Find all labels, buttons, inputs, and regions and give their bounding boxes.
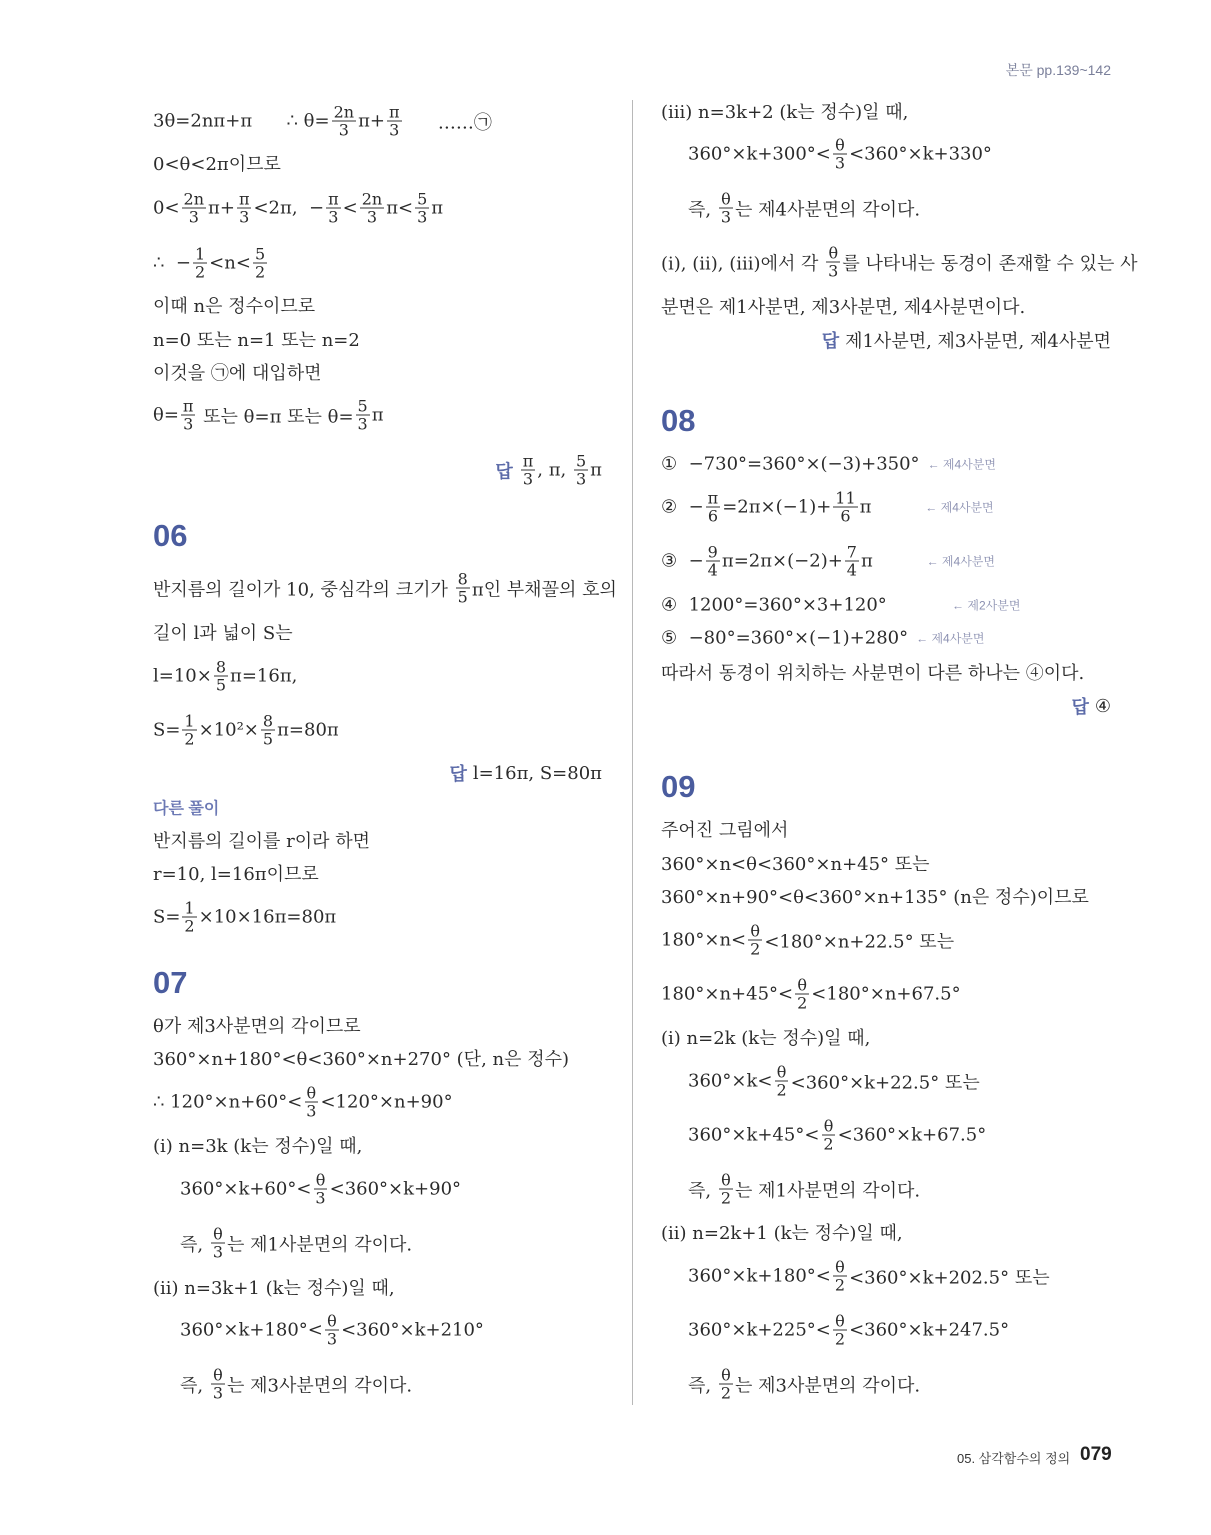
fraction-denominator: 2	[834, 1275, 846, 1295]
fraction-denominator: 2	[184, 916, 195, 936]
fraction-denominator: 2	[834, 1329, 846, 1349]
fraction	[845, 544, 859, 579]
fraction	[833, 490, 857, 525]
math-text: ③ −	[661, 550, 704, 572]
quadrant-note: ← 제4사분면	[916, 631, 985, 646]
quadrant-note: ← 제4사분면	[925, 500, 994, 515]
fraction	[795, 977, 809, 1012]
math-text: <180°×n+22.5° 또는	[764, 931, 955, 952]
solution-line	[661, 595, 1020, 616]
fraction-numerator: 11	[835, 488, 856, 508]
math-text: 반지름의 길이를 r이라 하면	[153, 831, 371, 852]
math-text: <360°×k+247.5°	[849, 1319, 1010, 1341]
fraction-denominator: 2	[194, 262, 206, 282]
math-text: π인 부채꼴의 호의	[471, 579, 617, 600]
solution-line	[661, 883, 1089, 909]
math-text: 는 제1사분면의 각이다.	[227, 1234, 413, 1255]
math-text: ×10²×	[198, 719, 259, 741]
math-text: <2π, −	[253, 197, 325, 219]
fraction-denominator: 3	[366, 207, 378, 227]
solution-line	[153, 860, 319, 886]
math-text: =2π×(−1)+	[722, 496, 832, 518]
fraction-denominator: 3	[338, 120, 349, 140]
math-text: 는 제3사분면의 각이다.	[227, 1375, 413, 1396]
fraction-denominator: 3	[326, 1329, 338, 1349]
solution-line	[153, 900, 336, 935]
solution-line	[153, 1132, 362, 1158]
problem-number	[661, 769, 695, 805]
problem-number	[153, 965, 187, 1001]
solution-line	[688, 137, 992, 172]
math-text: 0<θ<2π이므로	[153, 154, 281, 175]
fraction-denominator: 3	[389, 120, 400, 140]
solution-line	[688, 1367, 920, 1402]
alternative-solution-label	[153, 796, 219, 819]
fraction-numerator: θ	[835, 135, 845, 155]
fraction-numerator: θ	[835, 1311, 845, 1331]
solution-line	[180, 1226, 412, 1261]
solution-line	[661, 544, 995, 579]
solution-line	[153, 713, 339, 748]
fraction-denominator: 2	[750, 939, 761, 959]
page-reference: 본문 pp.139~142	[1005, 62, 1111, 78]
math-text: S=	[153, 719, 181, 741]
fraction-numerator: θ	[213, 1224, 223, 1244]
fraction-numerator: π	[328, 189, 339, 209]
math-text: π<	[386, 197, 414, 219]
math-text: 제1사분면, 제3사분면, 제4사분면	[845, 331, 1111, 352]
fraction-denominator: 5	[457, 587, 468, 607]
solution-line	[153, 326, 360, 352]
math-text: <360°×k+202.5° 또는	[849, 1267, 1050, 1288]
fraction	[193, 246, 207, 281]
fraction	[214, 659, 228, 694]
math-text: π+	[208, 197, 235, 219]
fraction-denominator: 5	[215, 675, 227, 695]
fraction-denominator: 3	[188, 207, 199, 227]
math-text: 즉,	[688, 1180, 717, 1201]
fraction	[360, 191, 384, 226]
quadrant-note: ← 제4사분면	[926, 554, 995, 569]
fraction-denominator: 6	[707, 506, 719, 526]
solution-line	[661, 659, 1084, 685]
math-text: <360°×k+90°	[329, 1178, 462, 1200]
fraction	[313, 1172, 327, 1207]
math-text: 360°×k<	[688, 1070, 773, 1092]
fraction-numerator: θ	[213, 1365, 223, 1385]
solution-line	[688, 191, 920, 226]
fraction	[833, 1313, 847, 1348]
solution-line	[661, 850, 930, 876]
solution-line	[661, 816, 788, 842]
answer-line	[495, 453, 602, 488]
math-text: π	[859, 496, 918, 518]
math-text: π=80π	[277, 719, 339, 741]
math-text: (ⅲ) n=3k+2 (k는 정수)일 때,	[661, 102, 909, 123]
fraction	[356, 398, 370, 433]
solution-line	[153, 359, 322, 385]
solution-line	[153, 398, 384, 433]
fraction	[181, 398, 196, 433]
math-text: 는 제3사분면의 각이다.	[735, 1375, 921, 1396]
fraction	[325, 1313, 339, 1348]
fraction-numerator: θ	[306, 1083, 317, 1103]
fraction	[826, 245, 840, 280]
fraction-denominator: 3	[183, 414, 194, 434]
fraction-numerator: 1	[184, 898, 195, 918]
fraction-numerator: 5	[417, 189, 428, 209]
math-text: 06	[153, 518, 188, 553]
fraction-denominator: 2	[797, 993, 808, 1013]
fraction-denominator: 3	[328, 207, 339, 227]
solution-line	[180, 1367, 412, 1402]
math-text: ④	[1094, 695, 1111, 717]
fraction	[774, 1064, 788, 1099]
fraction-numerator: θ	[721, 189, 731, 209]
math-text: (ⅰ) n=2k (k는 정수)일 때,	[661, 1028, 871, 1049]
fraction-numerator: π	[707, 488, 719, 508]
fraction-denominator: 3	[212, 1383, 224, 1403]
fraction	[387, 104, 402, 139]
math-text: <360°×k+330°	[849, 143, 992, 165]
answer-label: 답	[1071, 697, 1089, 717]
fraction	[456, 571, 470, 606]
solution-line	[153, 104, 492, 139]
solution-line	[661, 628, 985, 649]
fraction-denominator: 3	[306, 1101, 317, 1121]
solution-line	[688, 1313, 1009, 1348]
fraction	[261, 713, 275, 748]
fraction	[211, 1367, 225, 1402]
math-text: π+	[358, 110, 385, 132]
math-text: 360°×n+180°<θ<360°×n+270° (단, n은 정수)	[153, 1049, 570, 1070]
math-text: 360°×n<θ<360°×n+45° 또는	[661, 854, 930, 875]
fraction	[211, 1226, 225, 1261]
fraction-numerator: 2n	[361, 189, 383, 209]
fraction-numerator: θ	[797, 975, 808, 995]
fraction-numerator: π	[238, 189, 250, 209]
math-text: ② −	[661, 496, 704, 518]
fraction-denominator: 2	[254, 262, 266, 282]
fraction	[332, 104, 356, 139]
math-text: <360°×k+210°	[341, 1319, 484, 1341]
math-text: 는 제1사분면의 각이다.	[735, 1180, 921, 1201]
fraction	[304, 1085, 318, 1120]
solution-line	[661, 1219, 903, 1245]
answer-label: 답	[449, 764, 467, 784]
solution-line	[661, 977, 961, 1012]
math-text: <360°×k+22.5° 또는	[790, 1072, 980, 1093]
fraction-denominator: 6	[840, 506, 851, 526]
fraction-denominator: 2	[720, 1383, 732, 1403]
math-text: 즉,	[688, 1375, 717, 1396]
math-text: 즉,	[180, 1234, 209, 1255]
math-text: 360°×k+225°<	[688, 1319, 831, 1341]
math-text: 반지름의 길이가 10, 중심각의 크기가	[153, 579, 454, 600]
fraction-denominator: 3	[212, 1242, 224, 1262]
math-text: , π,	[537, 459, 572, 481]
solution-line	[153, 292, 315, 318]
math-text: 360°×k+60°<	[180, 1178, 312, 1200]
math-text: ……㉠	[403, 112, 492, 133]
fraction	[182, 900, 196, 935]
fraction-numerator: 7	[846, 542, 857, 562]
solution-line	[661, 245, 1138, 280]
math-text: ④ 1200°=360°×3+120°	[661, 594, 945, 616]
math-text: (ⅰ), (ⅱ), (ⅲ)에서 각	[661, 253, 825, 274]
solution-line	[688, 1259, 1050, 1294]
solution-line	[153, 1085, 453, 1120]
math-text: <360°×k+67.5°	[837, 1124, 987, 1146]
math-text: 길이 l과 넓이 S는	[153, 623, 293, 644]
math-text: 또는 θ=π 또는 θ=	[197, 406, 354, 427]
fraction-numerator: 9	[707, 542, 718, 562]
math-text: 07	[153, 965, 188, 1000]
solution-line	[661, 293, 1025, 319]
fraction	[833, 137, 847, 172]
fraction	[706, 544, 720, 579]
fraction	[237, 191, 252, 226]
answer-label: 답	[821, 331, 840, 351]
math-text: (ⅱ) n=3k+1 (k는 정수)일 때,	[153, 1278, 395, 1299]
math-text: θ가 제3사분면의 각이므로	[153, 1016, 361, 1037]
fraction-numerator: 5	[357, 396, 368, 416]
fraction-numerator: π	[389, 102, 400, 122]
math-text: 주어진 그림에서	[661, 820, 789, 841]
fraction-numerator: 5	[254, 244, 266, 264]
math-text: π	[590, 459, 602, 481]
answer-label: 답	[495, 461, 513, 481]
fraction	[719, 1172, 733, 1207]
math-text: 360°×n+90°<θ<360°×n+135° (n은 정수)이므로	[661, 887, 1089, 908]
fraction-numerator: 8	[262, 711, 274, 731]
fraction-denominator: 2	[776, 1080, 787, 1100]
fraction-numerator: π	[182, 396, 194, 416]
quadrant-note: ← 제2사분면	[952, 598, 1021, 613]
math-text: S=	[153, 906, 181, 928]
solution-line	[661, 98, 908, 124]
fraction	[574, 453, 588, 488]
fraction-denominator: 4	[846, 560, 857, 580]
solution-line	[661, 923, 954, 958]
solution-line	[688, 1118, 986, 1153]
math-text: π=2π×(−2)+	[721, 550, 843, 572]
math-text: π	[431, 197, 444, 219]
fraction	[719, 191, 733, 226]
fraction-numerator: 1	[194, 244, 206, 264]
fraction	[253, 246, 267, 281]
fraction-denominator: 5	[262, 729, 274, 749]
math-text: π	[860, 550, 919, 572]
fraction-numerator: θ	[835, 1257, 845, 1277]
solution-line	[180, 1172, 461, 1207]
fraction	[719, 1367, 733, 1402]
solution-line	[153, 150, 281, 176]
fraction-numerator: θ	[721, 1365, 731, 1385]
fraction	[833, 1259, 847, 1294]
fraction-numerator: 8	[457, 569, 468, 589]
math-text: 는 제4사분면의 각이다.	[735, 199, 921, 220]
solution-line	[153, 619, 293, 645]
math-text: 360°×k+45°<	[688, 1124, 820, 1146]
math-text: π=16π,	[230, 665, 298, 687]
column-divider	[632, 100, 633, 1405]
math-text: ∴ −	[153, 252, 191, 274]
solution-line	[153, 1274, 395, 1300]
math-text: 를 나타내는 동경이 존재할 수 있는 사	[842, 253, 1138, 274]
math-text: 따라서 동경이 위치하는 사분면이 다른 하나는 ④이다.	[661, 663, 1085, 684]
fraction-numerator: 1	[184, 711, 195, 731]
math-text: ① −730°=360°×(−3)+350°	[661, 453, 920, 475]
math-text: n=0 또는 n=1 또는 n=2	[153, 330, 360, 351]
math-text: 이것을 ㉠에 대입하면	[153, 363, 322, 384]
fraction	[182, 191, 206, 226]
math-text: θ=	[153, 404, 179, 426]
solution-line	[180, 1313, 484, 1348]
solution-line	[153, 659, 297, 694]
math-text: r=10, l=16π이므로	[153, 864, 319, 885]
solution-line	[688, 1172, 920, 1207]
math-text: 360°×k+180°<	[688, 1265, 831, 1287]
math-text: ⑤ −80°=360°×(−1)+280°	[661, 627, 909, 649]
math-text: 즉,	[688, 199, 717, 220]
math-text: 360°×k+300°<	[688, 143, 831, 165]
fraction-denominator: 2	[720, 1188, 732, 1208]
math-text: 이때 n은 정수이므로	[153, 296, 316, 317]
math-text: 180°×n+45°<	[661, 983, 794, 1005]
answer-line	[449, 760, 602, 786]
fraction-denominator: 3	[575, 469, 587, 489]
math-text: l=16π, S=80π	[472, 762, 602, 784]
problem-number	[153, 518, 187, 554]
footer-chapter-title: 05. 삼각함수의 정의	[957, 1451, 1071, 1466]
math-text: 08	[661, 403, 696, 438]
fraction-numerator: 2n	[183, 189, 205, 209]
solution-line	[661, 454, 996, 475]
fraction-denominator: 3	[315, 1188, 326, 1208]
fraction-denominator: 2	[184, 729, 195, 749]
solution-line	[153, 827, 370, 853]
fraction-numerator: π	[522, 451, 534, 471]
math-text: ×10×16π=80π	[198, 906, 337, 928]
solution-line	[688, 1064, 980, 1099]
math-text: <180°×n+67.5°	[811, 983, 961, 1005]
fraction-denominator: 3	[417, 207, 428, 227]
math-text: 즉,	[180, 1375, 209, 1396]
math-text: (ⅰ) n=3k (k는 정수)일 때,	[153, 1136, 363, 1157]
fraction	[326, 191, 341, 226]
fraction-denominator: 3	[834, 153, 846, 173]
quadrant-note: ← 제4사분면	[927, 457, 996, 472]
math-text: ∴ 120°×n+60°<	[153, 1091, 303, 1113]
fraction-denominator: 3	[239, 207, 250, 227]
solution-line	[153, 191, 443, 226]
fraction-numerator: θ	[828, 243, 839, 263]
fraction-numerator: θ	[315, 1170, 326, 1190]
math-text: <120°×n+90°	[320, 1091, 453, 1113]
fraction	[706, 490, 721, 525]
math-text: 360°×k+180°<	[180, 1319, 323, 1341]
math-text: (ⅱ) n=2k+1 (k는 정수)일 때,	[661, 1223, 903, 1244]
solution-line	[153, 571, 617, 606]
fraction-numerator: 2n	[333, 102, 355, 122]
math-text: π	[371, 404, 384, 426]
fraction-numerator: θ	[776, 1062, 787, 1082]
fraction-denominator: 3	[828, 261, 839, 281]
math-text: <n<	[209, 252, 251, 274]
math-text: 분면은 제1사분면, 제3사분면, 제4사분면이다.	[661, 297, 1026, 318]
math-text: 0<	[153, 197, 180, 219]
fraction-numerator: θ	[750, 921, 761, 941]
fraction-denominator: 3	[357, 414, 368, 434]
solution-line	[661, 1024, 870, 1050]
solution-line	[661, 490, 994, 525]
fraction-numerator: θ	[327, 1311, 337, 1331]
fraction	[748, 923, 762, 958]
math-text: 3θ=2nπ+π ∴ θ=	[153, 110, 330, 132]
problem-number	[661, 403, 695, 439]
fraction	[521, 453, 536, 488]
answer-line	[822, 327, 1111, 353]
solution-line	[153, 1045, 569, 1071]
math-text: <	[342, 197, 358, 219]
math-text: 09	[661, 769, 696, 804]
page-number: 079	[1080, 1444, 1112, 1465]
math-text: 180°×n<	[661, 929, 747, 951]
fraction-numerator: 5	[575, 451, 587, 471]
fraction-numerator: 8	[215, 657, 227, 677]
fraction-denominator: 3	[720, 207, 732, 227]
answer-line	[1071, 693, 1111, 719]
fraction-denominator: 3	[522, 469, 534, 489]
math-text: l=10×	[153, 665, 212, 687]
fraction	[415, 191, 429, 226]
solution-line	[153, 246, 269, 281]
fraction	[821, 1118, 835, 1153]
fraction-numerator: θ	[823, 1116, 834, 1136]
fraction-denominator: 4	[707, 560, 718, 580]
fraction-numerator: θ	[721, 1170, 731, 1190]
math-text: 다른 풀이	[153, 800, 220, 818]
fraction	[182, 713, 196, 748]
fraction-denominator: 2	[823, 1134, 834, 1154]
solution-line	[153, 1012, 361, 1038]
